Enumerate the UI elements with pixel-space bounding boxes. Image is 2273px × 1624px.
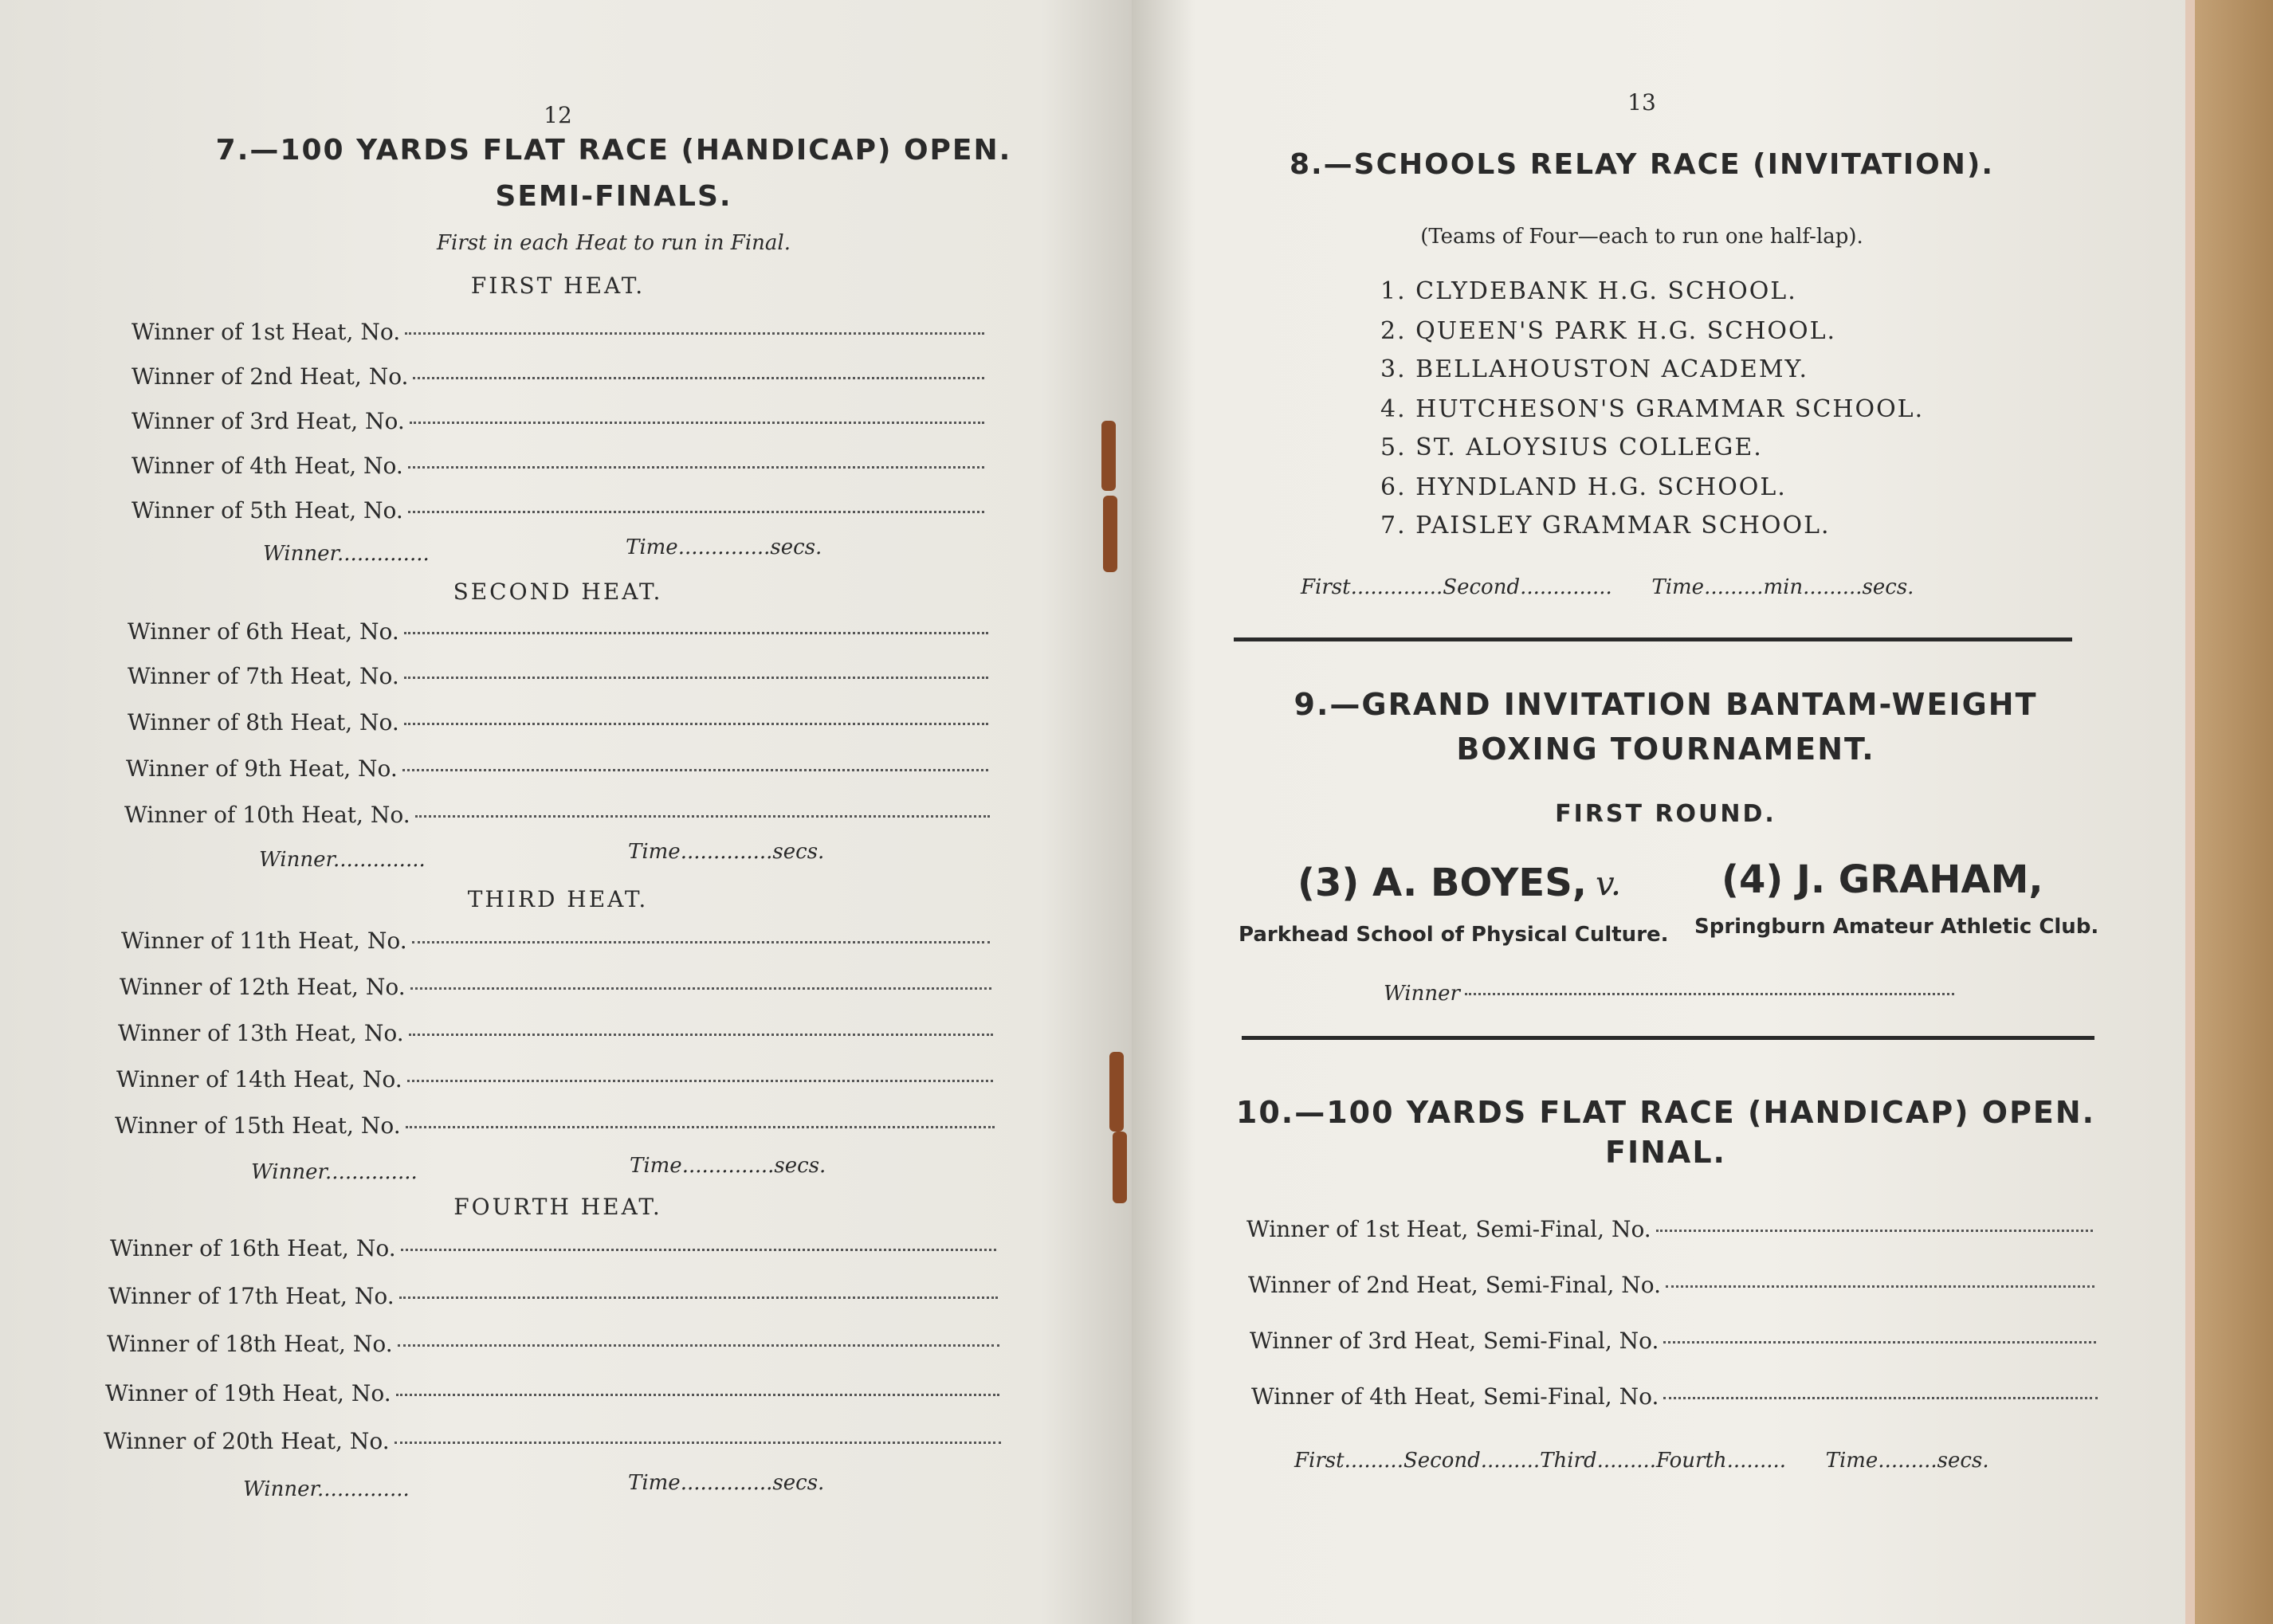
table-surface — [2185, 0, 2273, 1624]
school-list-item: 7. PAISLEY GRAMMAR SCHOOL. — [1380, 512, 1831, 539]
third-heat-heading: THIRD HEAT. — [467, 886, 649, 912]
heat-entry: Winner of 6th Heat, No. — [128, 618, 988, 645]
event-7-title: 7.—100 YARDS FLAT RACE (HANDICAP) OPEN. — [215, 134, 1012, 167]
event-7-subtitle: SEMI-FINALS. — [495, 180, 732, 213]
boxing-round-heading: FIRST ROUND. — [1555, 800, 1776, 828]
right-page — [1132, 0, 2192, 1624]
event-10-title: 10.—100 YARDS FLAT RACE (HANDICAP) OPEN. — [1235, 1095, 2096, 1130]
school-list-item: 2. QUEEN'S PARK H.G. SCHOOL. — [1380, 317, 1837, 345]
final-result-line: First.........Second.........Third.........Fourth......... Time.........secs. — [1294, 1449, 1989, 1473]
fighter-one-club: Parkhead School of Physical Culture. — [1239, 923, 1669, 947]
heat-entry: Winner of 3rd Heat, No. — [132, 408, 984, 434]
left-page — [0, 0, 1132, 1624]
final-entry: Winner of 4th Heat, Semi-Final, No. — [1251, 1383, 2098, 1410]
heat-winner-line: Winner.............. — [251, 1160, 418, 1184]
heat-entry: Winner of 13th Heat, No. — [118, 1020, 993, 1046]
final-entry: Winner of 1st Heat, Semi-Final, No. — [1246, 1216, 2093, 1242]
page-number: 13 — [1627, 89, 1656, 116]
heat-entry: Winner of 9th Heat, No. — [126, 755, 988, 782]
section-divider — [1234, 637, 2072, 641]
binding-stitch — [1103, 496, 1117, 572]
heat-entry: Winner of 5th Heat, No. — [132, 497, 984, 524]
heat-entry: Winner of 14th Heat, No. — [116, 1066, 993, 1092]
heat-entry: Winner of 11th Heat, No. — [121, 928, 990, 954]
heat-time-line: Time..............secs. — [630, 1154, 826, 1178]
heat-entry: Winner of 10th Heat, No. — [124, 802, 990, 828]
fourth-heat-heading: FOURTH HEAT. — [453, 1194, 662, 1220]
school-list-item: 1. CLYDEBANK H.G. SCHOOL. — [1380, 277, 1797, 305]
final-entry: Winner of 3rd Heat, Semi-Final, No. — [1250, 1328, 2096, 1354]
event-8-title: 8.—SCHOOLS RELAY RACE (INVITATION). — [1289, 148, 1995, 181]
fighter-two-club: Springburn Amateur Athletic Club. — [1694, 915, 2099, 939]
heat-time-line: Time..............secs. — [628, 1471, 825, 1495]
heat-winner-line: Winner.............. — [243, 1477, 410, 1501]
event-9-title: 9.—GRAND INVITATION BANTAM-WEIGHT — [1294, 687, 2038, 722]
event-7-note: First in each Heat to run in Final. — [437, 231, 791, 255]
section-divider — [1242, 1036, 2094, 1040]
binding-stitch — [1113, 1132, 1127, 1203]
heat-entry: Winner of 8th Heat, No. — [128, 709, 988, 736]
heat-entry: Winner of 17th Heat, No. — [108, 1283, 998, 1309]
heat-entry: Winner of 15th Heat, No. — [115, 1112, 995, 1139]
page-edge — [2185, 0, 2195, 1624]
heat-entry: Winner of 4th Heat, No. — [132, 453, 984, 479]
fighter-one: (3) A. BOYES, — [1297, 861, 1587, 905]
boxing-winner-line: Winner — [1384, 982, 1954, 1006]
heat-entry: Winner of 1st Heat, No. — [132, 319, 984, 345]
heat-entry: Winner of 16th Heat, No. — [110, 1235, 996, 1261]
heat-winner-line: Winner.............. — [259, 848, 426, 872]
heat-entry: Winner of 12th Heat, No. — [120, 974, 991, 1000]
binding-stitch — [1101, 421, 1116, 491]
heat-entry: Winner of 20th Heat, No. — [104, 1428, 1001, 1454]
school-list-item: 5. ST. ALOYSIUS COLLEGE. — [1380, 433, 1763, 461]
first-heat-heading: FIRST HEAT. — [470, 273, 646, 299]
school-list-item: 3. BELLAHOUSTON ACADEMY. — [1380, 355, 1809, 383]
page-number: 12 — [544, 102, 572, 128]
heat-winner-line: Winner.............. — [263, 542, 430, 566]
relay-result-line: First..............Second.............. Time.........min.........secs. — [1301, 575, 1914, 599]
heat-entry: Winner of 7th Heat, No. — [128, 663, 988, 689]
heat-entry: Winner of 19th Heat, No. — [105, 1380, 999, 1406]
event-8-note: (Teams of Four—each to run one half-lap). — [1420, 225, 1863, 249]
heat-time-line: Time..............secs. — [626, 535, 822, 559]
heat-entry: Winner of 2nd Heat, No. — [132, 363, 984, 390]
second-heat-heading: SECOND HEAT. — [453, 579, 663, 605]
binding-stitch — [1109, 1052, 1124, 1132]
event-10-subtitle: FINAL. — [1605, 1135, 1726, 1170]
versus-label: v. — [1596, 864, 1622, 903]
event-9-subtitle: BOXING TOURNAMENT. — [1456, 732, 1875, 767]
school-list-item: 6. HYNDLAND H.G. SCHOOL. — [1380, 473, 1787, 501]
heat-entry: Winner of 18th Heat, No. — [107, 1331, 999, 1357]
heat-time-line: Time..............secs. — [628, 840, 825, 864]
fighter-two: (4) J. GRAHAM, — [1721, 857, 2043, 902]
school-list-item: 4. HUTCHESON'S GRAMMAR SCHOOL. — [1380, 395, 1925, 423]
final-entry: Winner of 2nd Heat, Semi-Final, No. — [1248, 1272, 2094, 1298]
